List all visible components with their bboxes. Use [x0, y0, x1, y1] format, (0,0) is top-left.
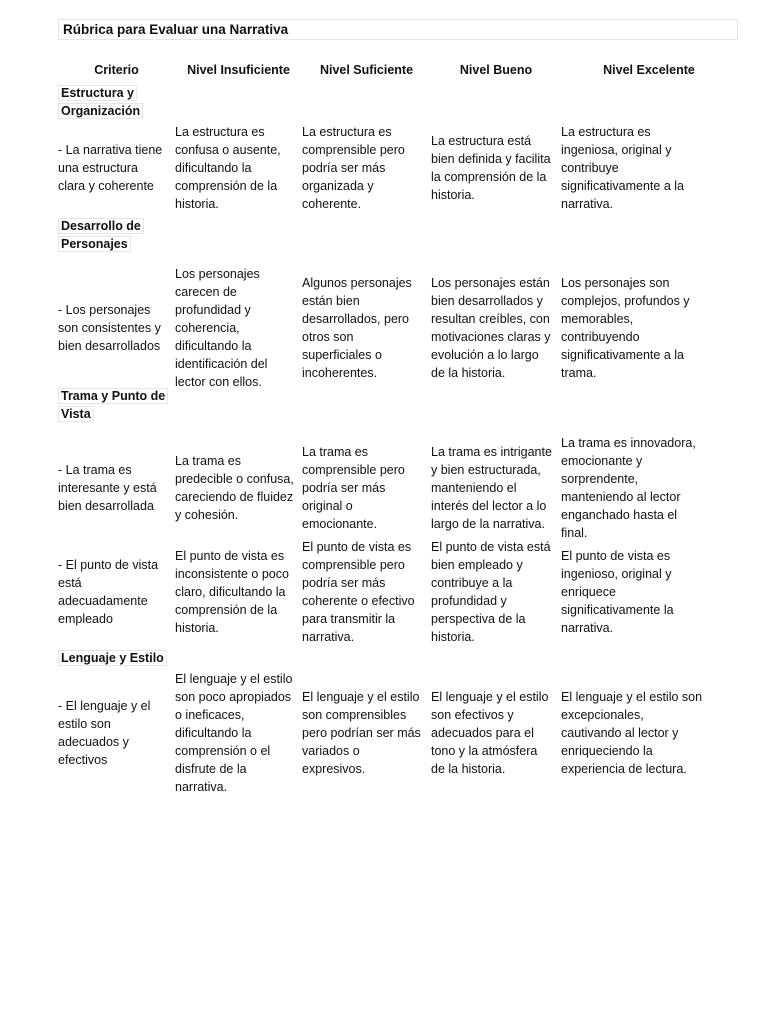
- cell-line: enganchado hasta el: [561, 508, 678, 523]
- section-heading-line: Trama y Punto de: [58, 388, 168, 404]
- cell-line: sorprendente,: [561, 471, 639, 486]
- cell-line: comprensible pero: [302, 557, 405, 572]
- cell-line: La estructura es: [175, 124, 265, 139]
- cell-line: experiencia de lectura.: [561, 762, 687, 777]
- cell-line: historia.: [431, 188, 475, 203]
- cell-line: profundidad y: [431, 593, 507, 608]
- cell-line: predecible o confusa,: [175, 471, 294, 486]
- header-bueno: Nivel Bueno: [459, 63, 533, 77]
- level-cell-suficiente: [302, 688, 421, 778]
- cell-line: - La narrativa tiene: [58, 142, 163, 157]
- cell-line: emocionante y: [561, 453, 643, 468]
- cell-line: El lenguaje y el estilo son: [561, 689, 703, 704]
- cell-line: incoherentes.: [302, 366, 378, 381]
- section-heading-line: Desarrollo de: [58, 218, 144, 234]
- level-cell-insuficiente: [175, 547, 289, 637]
- cell-line: narrativa.: [561, 621, 614, 636]
- cell-line: podría ser más: [302, 575, 386, 590]
- level-cell-excelente: [561, 434, 696, 543]
- cell-line: expresivos.: [302, 762, 366, 777]
- cell-line: ingenioso, original y: [561, 566, 672, 581]
- section-heading-line: Estructura y: [58, 85, 137, 101]
- cell-line: adecuadamente: [58, 593, 148, 608]
- cell-line: comprensión de la: [175, 179, 278, 194]
- cell-line: - Los personajes: [58, 302, 151, 317]
- cell-line: narrativa.: [302, 630, 355, 645]
- cell-line: contribuyendo: [561, 329, 640, 344]
- cell-line: adecuados para el: [431, 725, 534, 740]
- cell-line: dificultando la: [175, 339, 252, 354]
- cell-line: o ineficaces,: [175, 707, 245, 722]
- cell-line: emocionante.: [302, 517, 378, 532]
- cell-line: identificación del: [175, 357, 268, 372]
- cell-line: podría ser más: [302, 160, 386, 175]
- cell-line: clara y coherente: [58, 179, 154, 194]
- cell-line: evolución a lo largo: [431, 348, 539, 363]
- cell-line: confusa o ausente,: [175, 142, 281, 157]
- level-cell-insuficiente: [175, 123, 281, 213]
- cell-line: - El punto de vista: [58, 557, 159, 572]
- cell-line: original o: [302, 499, 353, 514]
- cell-line: El punto de vista está: [431, 539, 551, 554]
- cell-line: una estructura: [58, 160, 138, 175]
- header-insuficiente: Nivel Insuficiente: [187, 63, 290, 77]
- cell-line: trama.: [561, 366, 597, 381]
- section-heading-line: Vista: [58, 406, 94, 422]
- cell-line: largo de la narrativa.: [431, 517, 545, 532]
- level-cell-excelente: [561, 688, 702, 778]
- header-suficiente: Nivel Suficiente: [319, 63, 414, 77]
- cell-line: claro, dificultando la: [175, 584, 286, 599]
- cell-line: coherencia,: [175, 320, 240, 335]
- level-cell-insuficiente: [175, 265, 267, 392]
- cell-line: El lenguaje y el estilo: [431, 689, 549, 704]
- cell-line: La trama es intrigante: [431, 444, 552, 459]
- level-cell-excelente: [561, 123, 684, 213]
- cell-line: El lenguaje y el estilo: [175, 671, 293, 686]
- level-cell-insuficiente: [175, 452, 294, 524]
- cell-line: comprensión de la: [175, 603, 278, 618]
- cell-line: adecuados y: [58, 734, 129, 749]
- header-criterio: Criterio: [94, 63, 139, 77]
- cell-line: comprensible pero: [302, 462, 405, 477]
- cell-line: - El lenguaje y el: [58, 698, 151, 713]
- cell-line: Algunos personajes: [302, 275, 412, 290]
- cell-line: son consistentes y: [58, 320, 161, 335]
- cell-line: tono y la atmósfera: [431, 744, 538, 759]
- cell-line: interés del lector a lo: [431, 499, 547, 514]
- cell-line: perspectiva de la: [431, 612, 526, 627]
- cell-line: superficiales o: [302, 348, 382, 363]
- cell-line: son poco apropiados: [175, 689, 292, 704]
- cell-line: significativamente a la: [561, 179, 684, 194]
- header-excelente: Nivel Excelente: [603, 63, 695, 77]
- cell-line: carecen de: [175, 284, 237, 299]
- criterion-cell: [58, 556, 158, 628]
- section-heading: [58, 84, 143, 120]
- cell-line: - La trama es: [58, 462, 132, 477]
- cell-line: enriquece: [561, 584, 616, 599]
- section-heading: [58, 387, 168, 423]
- cell-line: historia.: [175, 197, 219, 212]
- level-cell-excelente: [561, 274, 690, 383]
- cell-line: La trama es: [175, 453, 242, 468]
- cell-line: contribuye a la: [431, 575, 513, 590]
- cell-line: estilo son: [58, 716, 111, 731]
- level-cell-bueno: [431, 132, 551, 204]
- cell-line: disfrute de la: [175, 762, 247, 777]
- cell-line: La trama es: [302, 444, 369, 459]
- cell-line: memorables,: [561, 311, 634, 326]
- cell-line: La estructura está: [431, 133, 532, 148]
- cell-line: son efectivos y: [431, 707, 514, 722]
- cell-line: están bien: [302, 293, 360, 308]
- cell-line: Los personajes: [175, 266, 260, 281]
- cell-line: desarrollados, pero: [302, 311, 410, 326]
- cell-line: bien desarrollada: [58, 499, 154, 514]
- cell-line: de la historia.: [431, 762, 506, 777]
- section-heading-line: Personajes: [58, 236, 131, 252]
- cell-line: dificultando la: [175, 160, 252, 175]
- level-cell-suficiente: [302, 443, 405, 533]
- cell-line: Los personajes son: [561, 275, 670, 290]
- cell-line: cautivando al lector y: [561, 725, 679, 740]
- cell-line: final.: [561, 526, 588, 541]
- level-cell-insuficiente: [175, 670, 292, 797]
- criterion-cell: [58, 301, 161, 355]
- cell-line: La trama es innovadora,: [561, 435, 696, 450]
- level-cell-suficiente: [302, 123, 405, 213]
- cell-line: lector con ellos.: [175, 375, 262, 390]
- cell-line: coherente.: [302, 197, 362, 212]
- cell-line: El lenguaje y el estilo: [302, 689, 420, 704]
- section-heading-line: Organización: [58, 103, 143, 119]
- cell-line: comprensible pero: [302, 142, 405, 157]
- cell-line: La estructura es: [302, 124, 392, 139]
- cell-line: Los personajes están: [431, 275, 550, 290]
- cell-line: y bien estructurada,: [431, 462, 541, 477]
- cell-line: El punto de vista es: [561, 548, 671, 563]
- level-cell-excelente: [561, 547, 674, 637]
- cell-line: careciendo de fluidez: [175, 489, 294, 504]
- level-cell-bueno: [431, 443, 552, 533]
- cell-line: bien desarrollados y: [431, 293, 543, 308]
- cell-line: bien desarrollados: [58, 339, 161, 354]
- cell-line: motivaciones claras y: [431, 329, 551, 344]
- cell-line: resultan creíbles, con: [431, 311, 550, 326]
- cell-line: excepcionales,: [561, 707, 644, 722]
- cell-line: significativamente la: [561, 603, 674, 618]
- criterion-cell: [58, 697, 150, 769]
- section-heading-line: Lenguaje y Estilo: [58, 650, 167, 666]
- cell-line: coherente o efectivo: [302, 593, 415, 608]
- cell-line: manteniendo al lector: [561, 489, 681, 504]
- criterion-cell: [58, 141, 162, 195]
- level-cell-suficiente: [302, 538, 415, 647]
- cell-line: narrativa.: [175, 780, 228, 795]
- cell-line: comprensión o el: [175, 744, 271, 759]
- level-cell-bueno: [431, 538, 551, 647]
- cell-line: la comprensión de la: [431, 169, 547, 184]
- cell-line: pero podrían ser más: [302, 725, 421, 740]
- cell-line: empleado: [58, 612, 113, 627]
- level-cell-bueno: [431, 688, 548, 778]
- document-title: Rúbrica para Evaluar una Narrativa: [63, 22, 289, 37]
- cell-line: para transmitir la: [302, 612, 396, 627]
- cell-line: interesante y está: [58, 480, 157, 495]
- cell-line: historia.: [431, 630, 475, 645]
- cell-line: narrativa.: [561, 197, 614, 212]
- cell-line: historia.: [175, 621, 219, 636]
- cell-line: de la historia.: [431, 366, 506, 381]
- cell-line: enriqueciendo la: [561, 744, 653, 759]
- cell-line: inconsistente o poco: [175, 566, 289, 581]
- cell-line: profundidad y: [175, 302, 251, 317]
- cell-line: bien definida y facilita: [431, 151, 551, 166]
- cell-line: dificultando la: [175, 725, 252, 740]
- cell-line: otros son: [302, 329, 354, 344]
- cell-line: ingeniosa, original y: [561, 142, 672, 157]
- cell-line: contribuye: [561, 160, 619, 175]
- cell-line: manteniendo el: [431, 480, 517, 495]
- level-cell-suficiente: [302, 274, 412, 383]
- cell-line: organizada y: [302, 179, 374, 194]
- level-cell-bueno: [431, 274, 551, 383]
- criterion-cell: [58, 461, 157, 515]
- cell-line: La estructura es: [561, 124, 651, 139]
- section-heading: [58, 217, 144, 253]
- cell-line: El punto de vista es: [175, 548, 285, 563]
- cell-line: podría ser más: [302, 480, 386, 495]
- cell-line: y cohesión.: [175, 508, 239, 523]
- cell-line: efectivos: [58, 753, 108, 768]
- cell-line: son comprensibles: [302, 707, 407, 722]
- cell-line: El punto de vista es: [302, 539, 412, 554]
- cell-line: significativamente a la: [561, 348, 684, 363]
- cell-line: complejos, profundos y: [561, 293, 690, 308]
- cell-line: está: [58, 575, 82, 590]
- section-heading: [58, 649, 167, 667]
- cell-line: bien empleado y: [431, 557, 523, 572]
- cell-line: variados o: [302, 744, 360, 759]
